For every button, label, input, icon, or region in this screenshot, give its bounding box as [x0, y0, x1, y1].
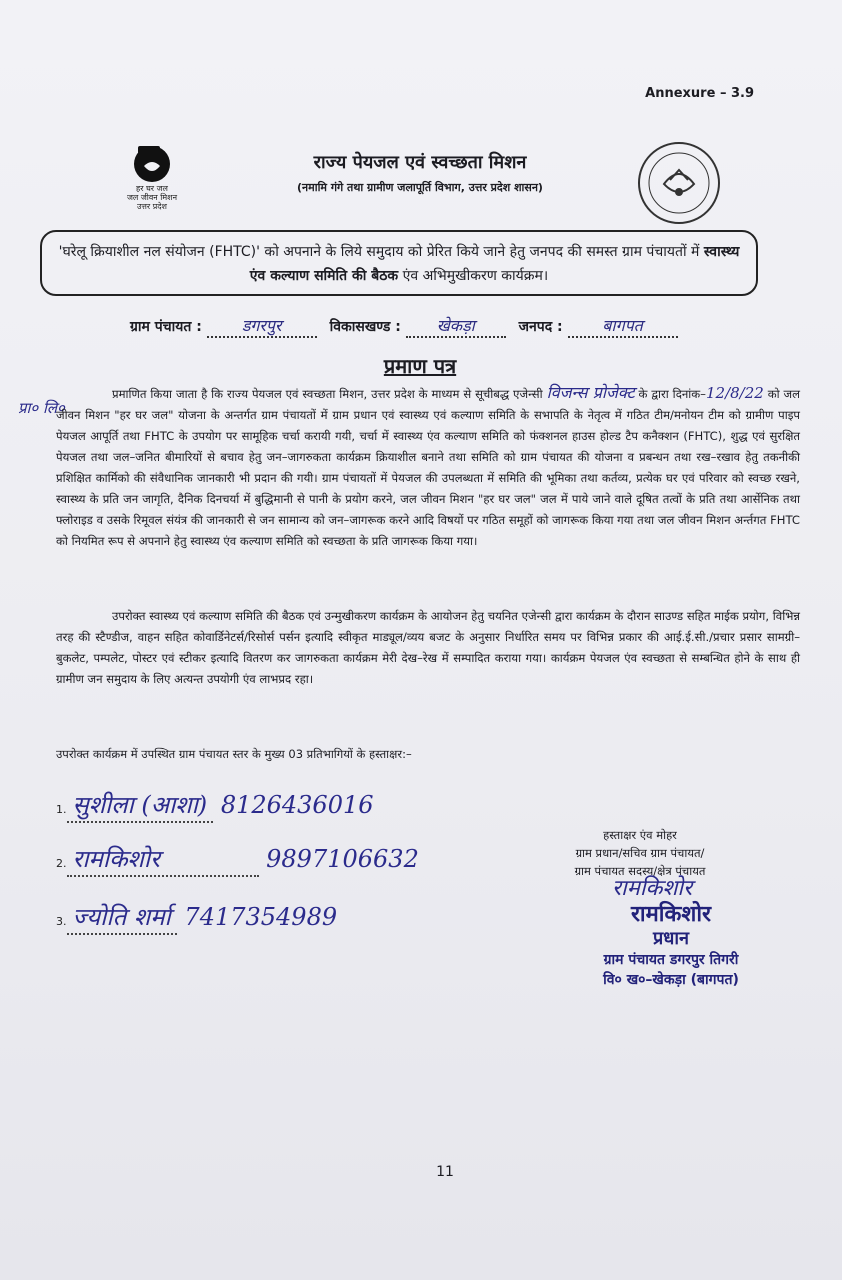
attendee-number: 3.	[56, 915, 67, 928]
attendee-row	[56, 842, 419, 877]
para1-text-2: के द्वारा दिनांक–	[634, 387, 706, 401]
janpad-label: जनपद :	[518, 319, 563, 335]
water-tap-icon	[130, 140, 174, 184]
signature-role-1: ग्राम प्रधान/सचिव ग्राम पंचायत/	[575, 846, 705, 860]
banner-text-2: एंव अभिमुखीकरण कार्यक्रम।	[398, 268, 549, 284]
attendee-signature: ज्योति शर्मा	[67, 900, 177, 935]
attendee-signature: सुशीला (आशा)	[67, 788, 214, 823]
logo-text-2: जल जीवन मिशन	[126, 193, 178, 202]
stamp-name: रामकिशोर	[630, 902, 712, 927]
para1-text-1: प्रमाणित किया जाता है कि राज्य पेयजल एवं स्वच्छता मिशन, उत्तर प्रदेश के माध्यम से सूचीबद्ध एजेन्सी	[112, 387, 547, 401]
certificate-title: प्रमाण पत्र	[383, 354, 457, 378]
logo-text-3: उत्तर प्रदेश	[137, 202, 167, 211]
pradhan-stamp	[566, 902, 776, 990]
certificate-paragraph-2	[56, 606, 800, 690]
attendee-phone: 7417354989	[184, 903, 338, 931]
banner-bold-text: स्वास्थ्य एंव कल्याण समिति की बैठक	[249, 244, 740, 284]
attendee-signature: रामकिशोर	[67, 842, 259, 877]
stamp-role: प्रधान	[653, 928, 689, 949]
attendees-intro: उपरोक्त कार्यक्रम में उपस्थित ग्राम पंचायत स्तर के मुख्य 03 प्रतिभागियों के हस्ताक्षर:–	[56, 747, 412, 761]
mission-subtitle: (नमामि गंगे तथा ग्रामीण जलापूर्ति विभाग, उत्तर प्रदेश शासन)	[297, 181, 543, 194]
gram-panchayat-value: डगरपुर	[207, 314, 317, 338]
certificate-paragraph-1	[56, 382, 800, 552]
up-government-seal	[636, 140, 722, 226]
janpad-value: बागपत	[568, 314, 678, 338]
gram-panchayat-label: ग्राम पंचायत :	[130, 319, 202, 335]
annexure-label: Annexure – 3.9	[645, 86, 754, 101]
page-number: 11	[436, 1164, 454, 1180]
jal-jeevan-mission-logo	[112, 140, 192, 211]
program-banner	[40, 230, 758, 296]
mission-title: राज्य पेयजल एवं स्वच्छता मिशन	[313, 152, 527, 173]
attendee-row	[56, 788, 374, 823]
attendee-number: 2.	[56, 857, 67, 870]
para2-text: उपरोक्त स्वास्थ्य एवं कल्याण समिति की बैठक एवं उन्मुखीकरण कार्यक्रम के आयोजन हेतु चयनित एजेन्सी द्वारा कार्यक्रम के दौरान साउण्ड सहित माईक प्रयोग, विभिन्न तरह की स्टैण्डीज, वाहन सहित कोवार्डिनेटर्स/रिसोर्स पर्सन इत्यादि स्वीकृत माड्यूल/व्यय बजट के अनुसार निर्धारित समय पर विभिन्न प्रकार की आई.ई.सी./प्रचार प्रसार सामग्री–बुकलेट, पम्पलेट, पोस्टर एवं स्टीकर इत्यादि वितरण कर जागरुकता कार्यक्रम मेरी देख–रेख में सम्पादित कराया गया। कार्यक्रम पेयजल एंव स्वच्छता से सम्बन्धित होने के साथ ही ग्रामीण जन समुदाय के लिए अत्यन्त उपयोगी एंव लाभप्रद रहा।	[56, 609, 800, 686]
program-date-handwritten: 12/8/22	[705, 384, 764, 402]
location-row	[130, 314, 750, 338]
vikaskhand-value: खेकड़ा	[406, 314, 506, 338]
margin-handwritten-note: प्रा० लि०	[18, 399, 65, 417]
stamp-line-2: वि० ख०–खेकड़ा (बागपत)	[603, 972, 739, 988]
banner-text-1: 'घरेलू क्रियाशील नल संयोजन (FHTC)' को अपनाने के लिये समुदाय को प्रेरित किये जाने हेतु जनपद की समस्त ग्राम पंचायतों में	[58, 244, 704, 260]
vikaskhand-label: विकासखण्ड :	[329, 319, 401, 335]
attendee-number: 1.	[56, 803, 67, 816]
signature-caption: हस्ताक्षर एंव मोहर	[603, 828, 677, 842]
attendee-phone: 8126436016	[220, 791, 374, 819]
agency-name-handwritten: विजन्स प्रोजेक्ट	[546, 383, 635, 402]
signature-role-2: ग्राम पंचायत सदस्य/क्षेत्र पंचायत	[574, 864, 706, 878]
stamp-line-1: ग्राम पंचायत डगरपुर तिगरी	[603, 952, 739, 968]
pradhan-signature: रामकिशोर	[612, 876, 693, 901]
para1-text-3: को जल जीवन मिशन "हर घर जल" योजना के अन्तर्गत ग्राम पंचायतों में ग्राम प्रधान एवं स्वास्थ्य एवं कल्याण समिति के सभापति के नेतृत्व में गठित टीम/मनोयन टीम को ग्रामीण पाइप पेयजल आपूर्ति तथा FHTC के उपयोग पर सामूहिक चर्चा करायी गयी, चर्चा में स्वास्थ्य एंव कल्याण समिति को फंक्शनल हाउस होल्ड टैप कनैक्शन (FHTC), शुद्ध एवं सुरक्षित पेयजल तथा जल–जनित बीमारियों से बचाव हेतु जन–जागरुकता कार्यक्रम क्रियाशील बनाने तथा समिति को ग्राम पंचायत की योजना व प्रबन्धन तथा रख–रखाव हेतु तकनीकी प्रशिक्षित कार्मिको की संवैधानिक जानकारी भी प्रदान की गयी। ग्राम पंचायतों में पेयजल की उपलब्धता में समिति की भूमिका तथा कर्तव्य, प्रत्येक घर एवं परिवार को स्वच्छ रखने, स्वास्थ्य के प्रति जन जागृति, दैनिक दिनचर्या में बुद्धिमानी से पानी के प्रयोग करने, जल जीवन मिशन "हर घर जल" जल में पाये जाने वाले दूषित तत्वों के प्रति तथा आर्सेनिक तथा फ्लोराइड व उसके रिमूवल संयंत्र की जानकारी से जन सामान्य को जन–जागरूक करने आदि विषयों पर गठित समूहों को जागरूक किया गया तथा जल जीवन मिशन अर्न्तगत FHTC को नियमित रूप से अपनाने हेतु स्वास्थ्य एंव कल्याण समिति को स्वच्छता के प्रति जागरूक किया गया।	[56, 387, 800, 548]
attendee-phone: 9897106632	[266, 845, 419, 873]
attendee-row	[56, 900, 337, 935]
logo-text-1: हर घर जल	[136, 184, 168, 193]
